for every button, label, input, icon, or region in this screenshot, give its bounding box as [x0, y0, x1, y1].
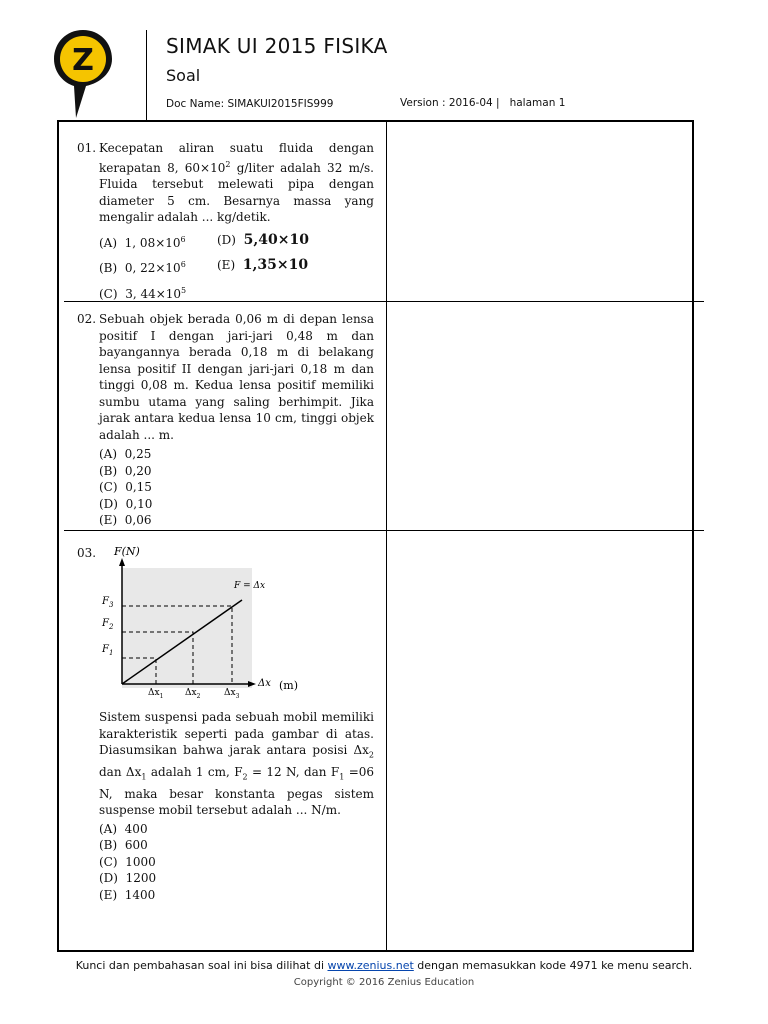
column-divider — [386, 120, 387, 952]
logo-letter: Z — [72, 43, 94, 78]
doc-name: Doc Name: SIMAKUI2015FIS999 — [166, 98, 334, 110]
question-number: 01. — [77, 141, 97, 155]
option-b[interactable]: (B) 0, $22\times 10^6$ — [99, 260, 186, 275]
options — [99, 232, 374, 303]
version-info: Version : 2016-04 | halaman 1 — [400, 97, 566, 109]
force-displacement-graph — [92, 538, 312, 708]
page-title: SIMAK UI 2015 FISIKA — [166, 34, 388, 58]
option-b[interactable]: (B) 0,20 — [99, 463, 152, 478]
option-d[interactable]: (D) 1200 — [99, 871, 157, 886]
options — [77, 446, 374, 529]
options — [77, 821, 374, 904]
option-d[interactable]: (D) 0,10 — [99, 496, 153, 511]
option-e[interactable]: (E) 0,06 — [99, 513, 152, 527]
dx1-label: $\Delta x_1$ — [148, 688, 164, 700]
f3-label: $F_3$ — [102, 596, 114, 609]
row-divider — [64, 530, 704, 531]
option-c[interactable]: (C) 1000 — [99, 854, 156, 869]
option-e[interactable]: (E) 1,35×10 — [217, 257, 309, 273]
option-a[interactable]: (A) 0,25 — [99, 447, 152, 461]
footer-note: Kunci dan pembahasan soal ini bisa dilihat di www.zenius.net dengan memasukkan kode 4971 ke menu search. — [75, 959, 693, 972]
option-c[interactable]: (C) 0,15 — [99, 480, 152, 494]
question-number: 03. — [77, 546, 97, 560]
zenius-logo — [52, 28, 114, 120]
copyright: Copyright © 2016 Zenius Education — [293, 977, 475, 988]
option-e[interactable]: (E) 1400 — [99, 887, 156, 902]
f1-label: $F_1$ — [102, 644, 114, 657]
question-text: Sistem suspensi pada sebuah mobil memiliki karakteristik seperti pada gambar di atas. Diasumsikan bahwa jarak antara posisi $\Delta x_2$ dan $\Delta x_1$ adalah 1 cm, $F_2 = 12$ N, dan $F_1 =06$ N, maka besar konstanta pegas sistem suspense mobil tersebut adalah ... N/m. — [99, 710, 375, 818]
page-subtitle: Soal — [166, 66, 201, 85]
question-text: Sebuah objek berada 0,06 m di depan lensa positif I dengan jari-jari 0,48 m dan bayangannya berada 0,18 m di belakang lensa positif II dengan jari-jari 0,18 m dan tinggi 0,08 m. Kedua lensa positif memiliki sumbu utama yang saling berhimpit. Jika jarak antara kedua lensa 10 cm, tinggi objek adalah ... m. — [99, 312, 374, 442]
option-d[interactable]: (D) 5,40×10 — [217, 231, 309, 248]
dx3-label: $\Delta x_3$ — [224, 688, 240, 700]
header-divider — [146, 30, 147, 120]
option-a[interactable]: (A) 400 — [99, 821, 148, 836]
dx2-label: $\Delta x_2$ — [185, 688, 201, 700]
question-3 — [77, 709, 374, 903]
option-c[interactable]: (C) 3, $44\times 10^5$ — [99, 285, 187, 301]
page-number: halaman 1 — [509, 97, 566, 109]
question-text: Kecepatan aliran suatu fluida dengan kerapatan 8, $60\times 10^2$ g/liter adalah 32 m/s. Fluida tersebut melewati pipa dengan diameter 5 cm. Besarnya massa yang mengalir adalah ... kg/detik. — [99, 141, 374, 224]
x-axis-unit: (m) — [279, 679, 299, 692]
y-axis-arrow — [119, 558, 125, 566]
option-b[interactable]: (B) 600 — [99, 838, 148, 853]
question-number: 02. — [77, 312, 97, 326]
x-axis-label: Δx — [258, 678, 271, 689]
f2-label: $F_2$ — [102, 618, 114, 631]
zenius-link[interactable]: www.zenius.net — [327, 959, 414, 972]
question-2 — [77, 311, 374, 529]
y-axis-label: F(N) — [114, 545, 140, 558]
question-1 — [77, 140, 374, 302]
line-label: F = Δx — [234, 581, 266, 591]
option-a[interactable]: (A) 1, $08\times 10^6$ — [99, 234, 186, 250]
